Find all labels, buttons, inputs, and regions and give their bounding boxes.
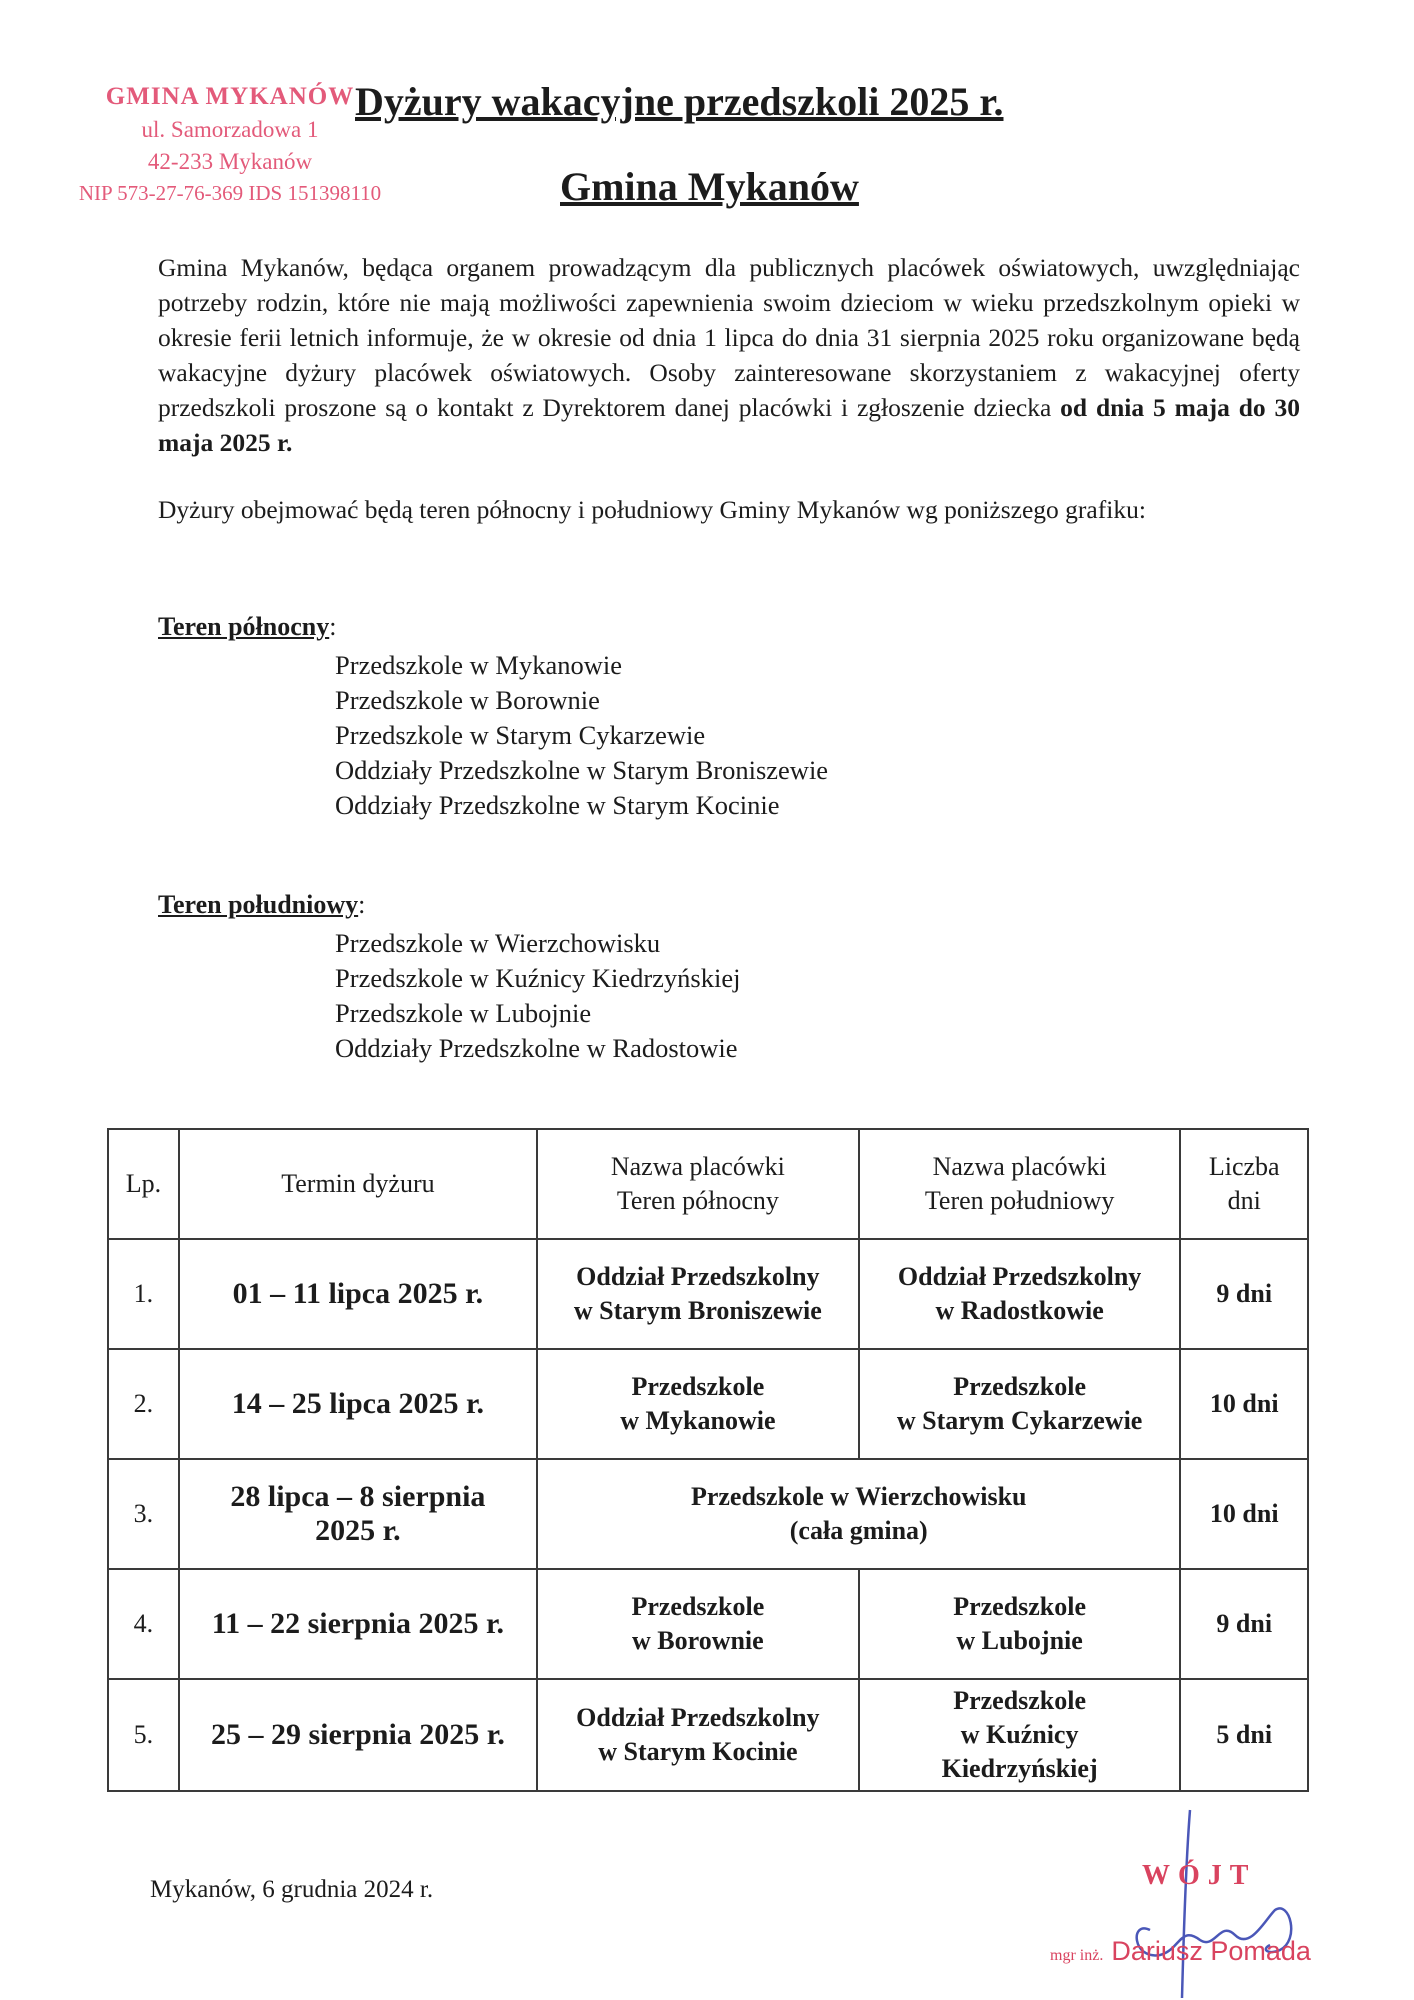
- stamp-postal: 42-233 Mykanów: [147, 148, 313, 174]
- row-term: 25 – 29 sierpnia 2025 r.: [179, 1679, 537, 1791]
- header-days: Liczba dni: [1180, 1129, 1308, 1239]
- row-lp: 4.: [108, 1569, 179, 1679]
- signature-block: [1030, 1800, 1410, 2000]
- table-row: [108, 1459, 1308, 1569]
- north-region-heading: Teren północny:: [158, 612, 337, 641]
- south-region-heading: Teren południowy:: [158, 890, 366, 919]
- table-row: [108, 1239, 1308, 1349]
- row-days: 9 dni: [1180, 1239, 1308, 1349]
- row-north: Oddział Przedszkolny w Starym Kocinie: [537, 1679, 859, 1791]
- row-days: 9 dni: [1180, 1569, 1308, 1679]
- row-days: 10 dni: [1180, 1349, 1308, 1459]
- intro-deadline: od dnia 5 maja do 30 maja 2025 r.: [158, 393, 1300, 457]
- north-item: Przedszkole w Starym Cykarzewie: [335, 720, 706, 750]
- row-north: Przedszkole w Mykanowie: [537, 1349, 859, 1459]
- header-north: Nazwa placówki Teren północny: [537, 1129, 859, 1239]
- row-south: Przedszkole w Starym Cykarzewie: [859, 1349, 1181, 1459]
- intro-text: Gmina Mykanów, będąca organem prowadzącym dla publicznych placówek oświatowych, uwzględniając potrzeby rodzin, które nie mają możliwości zapewnienia swoim dzieciom w wieku przedszkolnym opieki w okresie ferii letnich informuje, że w okresie od dnia 1 lipca do dnia 31 sierpnia 2025 roku organizowane będą wakacyjne dyżury placówek oświatowych. Osoby zainteresowane skorzystaniem z wakacyjnej oferty przedszkoli proszone są o kontakt z Dyrektorem danej placówki i zgłoszenie dziecka: [158, 253, 1300, 422]
- row-lp: 2.: [108, 1349, 179, 1459]
- north-item: Przedszkole w Mykanowie: [335, 650, 623, 680]
- south-item: Przedszkole w Kuźnicy Kiedrzyńskiej: [335, 963, 741, 993]
- row-south: Przedszkole w Kuźnicy Kiedrzyńskiej: [859, 1679, 1181, 1791]
- row-lp: 3.: [108, 1459, 179, 1569]
- signature-name: mgr inż. Dariusz Pomada: [1050, 1936, 1311, 1966]
- document-title: Dyżury wakacyjne przedszkoli 2025 r.: [355, 79, 1004, 124]
- row-days: 5 dni: [1180, 1679, 1308, 1791]
- place-and-date: Mykanów, 6 grudnia 2024 r.: [150, 1876, 434, 1903]
- north-item: Przedszkole w Borownie: [335, 685, 600, 715]
- table-row: [108, 1569, 1308, 1679]
- row-term: 14 – 25 lipca 2025 r.: [179, 1349, 537, 1459]
- handwritten-signature-icon: [1030, 1800, 1410, 2000]
- header-lp: Lp.: [108, 1129, 179, 1239]
- header-south: Nazwa placówki Teren południowy: [859, 1129, 1181, 1239]
- row-term: 11 – 22 sierpnia 2025 r.: [179, 1569, 537, 1679]
- row-lp: 5.: [108, 1679, 179, 1791]
- row-south: Przedszkole w Lubojnie: [859, 1569, 1181, 1679]
- table-row: [108, 1349, 1308, 1459]
- row-north: Przedszkole w Borownie: [537, 1569, 859, 1679]
- south-region-label: Teren południowy: [158, 890, 359, 919]
- row-term: 28 lipca – 8 sierpnia 2025 r.: [179, 1459, 537, 1569]
- table-header-row: [108, 1129, 1308, 1239]
- row-days: 10 dni: [1180, 1459, 1308, 1569]
- schedule-intro-paragraph: Dyżury obejmować będą teren północny i południowy Gminy Mykanów wg poniższego grafiku:: [158, 495, 1146, 524]
- north-item: Oddziały Przedszkolne w Starym Broniszewie: [335, 755, 829, 785]
- stamp-street: ul. Samorzadowa 1: [141, 117, 319, 142]
- row-north: Oddział Przedszkolny w Starym Broniszewie: [537, 1239, 859, 1349]
- south-item: Oddziały Przedszkolne w Radostowie: [335, 1033, 738, 1063]
- row-lp: 1.: [108, 1239, 179, 1349]
- document-subtitle: Gmina Mykanów: [560, 164, 859, 209]
- stamp-ids: NIP 573-27-76-369 IDS 151398110: [78, 181, 382, 206]
- south-item: Przedszkole w Lubojnie: [335, 998, 592, 1028]
- intro-paragraph: [158, 250, 1300, 460]
- row-term: 01 – 11 lipca 2025 r.: [179, 1239, 537, 1349]
- row-whole-gmina: Przedszkole w Wierzchowisku (cała gmina): [537, 1459, 1181, 1569]
- north-region-list: [335, 648, 828, 823]
- row-south: Oddział Przedszkolny w Radostkowie: [859, 1239, 1181, 1349]
- table-row: [108, 1679, 1308, 1791]
- header-term: Termin dyżuru: [179, 1129, 537, 1239]
- south-region-list: [335, 926, 740, 1066]
- duty-schedule-table: [107, 1128, 1309, 1792]
- south-item: Przedszkole w Wierzchowisku: [335, 928, 661, 958]
- stamp-name: GMINA MYKANÓW: [105, 83, 355, 110]
- north-item: Oddziały Przedszkolne w Starym Kocinie: [335, 790, 780, 820]
- north-region-label: Teren północny: [158, 612, 330, 641]
- signature-title: WÓJT: [1142, 1860, 1257, 1891]
